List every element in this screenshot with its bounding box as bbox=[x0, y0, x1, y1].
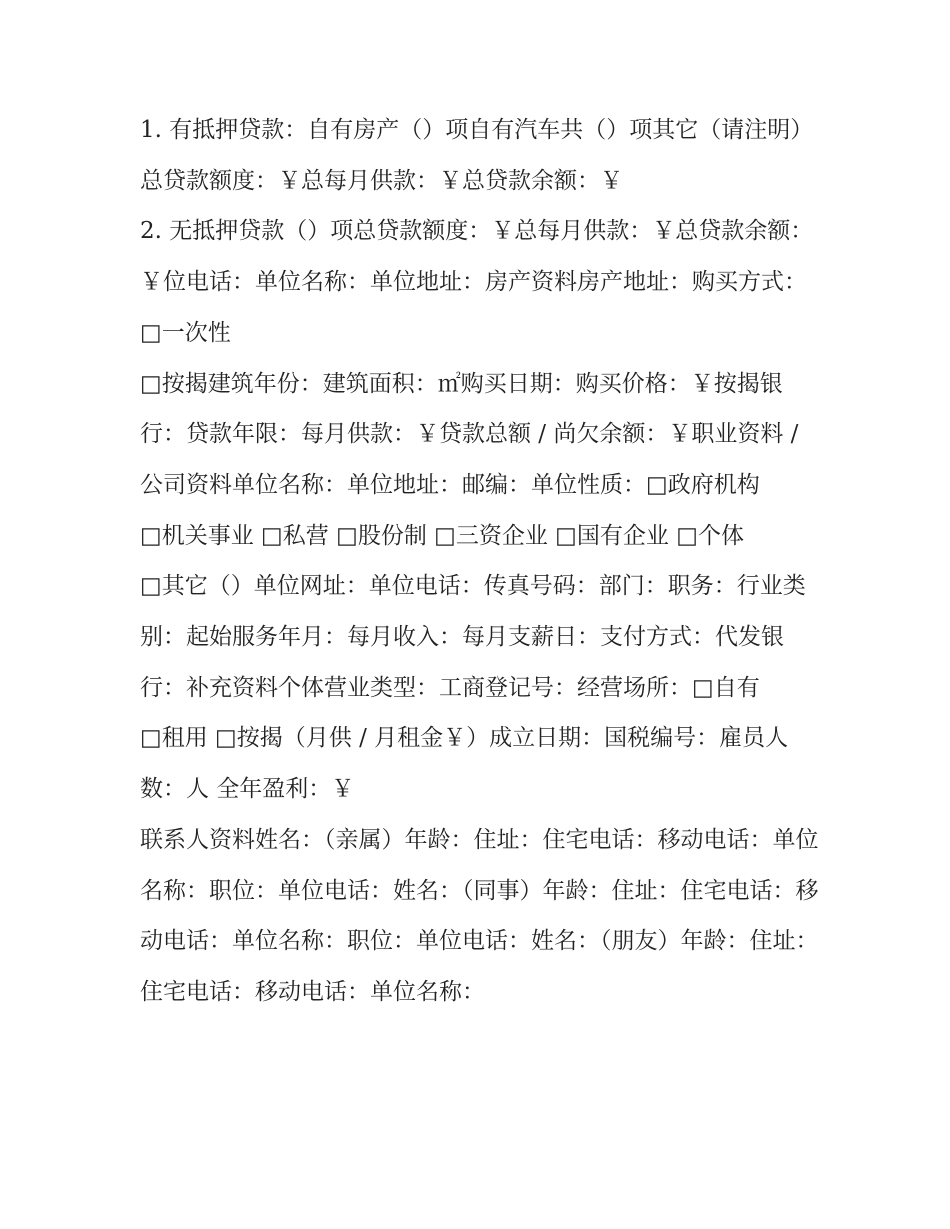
paragraph-unsecured-loans: 2. 无抵押贷款（）项总贷款额度：￥总每月供款：￥总贷款余额：￥位电话：单位名称：单位地址：房产资料房产地址：购买方式：□一次性 bbox=[140, 218, 814, 346]
paragraph-contacts: 联系人资料姓名：（亲属）年龄：住址：住宅电话：移动电话：单位名称：职位：单位电话：姓名：（同事）年龄：住址：住宅电话：移动电话：单位名称：职位：单位电话：姓名：（朋友）年龄：住址：住宅电话：移动电话：单位名称： bbox=[140, 826, 819, 1005]
paragraph-employer-type: □机关事业 □私营 □股份制 □三资企业 □国有企业 □个体 bbox=[140, 522, 744, 549]
document-body bbox=[140, 105, 820, 1018]
paragraph-business-premises: □租用 □按揭（月供 / 月租金￥）成立日期：国税编号：雇员人数：人 全年盈利：￥ bbox=[140, 725, 789, 803]
paragraph-property-and-employer: □按揭建筑年份：建筑面积：㎡购买日期：购买价格：￥按揭银行：贷款年限：每月供款：￥贷款总额 / 尚欠余额：￥职业资料 / 公司资料单位名称：单位地址：邮编：单位性质：□政府机构 bbox=[140, 370, 799, 498]
paragraph-employment-details: □其它（）单位网址：单位电话：传真号码：部门：职务：行业类别：起始服务年月：每月收入：每月支薪日：支付方式：代发银行：补充资料个体营业类型：工商登记号：经营场所：□自有 bbox=[140, 573, 806, 701]
paragraph-secured-loans: 1. 有抵押贷款：自有房产（）项自有汽车共（）项其它（请注明） 总贷款额度：￥总每月供款：￥总贷款余额：￥ bbox=[140, 117, 814, 194]
